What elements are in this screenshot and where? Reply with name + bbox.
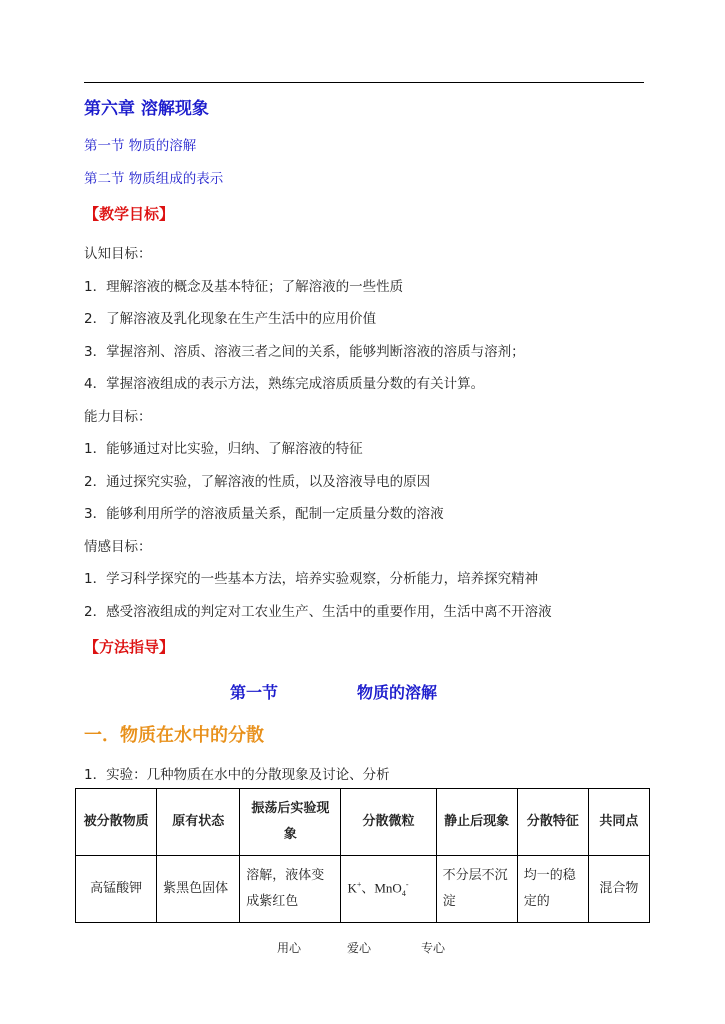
section-title-number: 第一节 xyxy=(230,683,279,702)
method-heading: 【方法指导】 xyxy=(84,638,175,656)
table-header-cell: 分散特征 xyxy=(517,789,588,856)
experiment-table xyxy=(75,788,650,923)
particle-k: K xyxy=(347,879,357,895)
cognitive-item: 3．掌握溶剂、溶质、溶液三者之间的关系，能够判断溶液的溶质与溶剂； xyxy=(84,344,525,360)
footer-text: 专心 xyxy=(421,941,446,955)
section1-link[interactable]: 第一节 物质的溶解 xyxy=(84,138,197,154)
teaching-goals-heading: 【教学目标】 xyxy=(84,205,175,223)
table-header-row xyxy=(76,789,650,856)
particle-mno: 、MnO xyxy=(361,879,402,895)
cognitive-item: 4．掌握溶液组成的表示方法，熟练完成溶质质量分数的有关计算。 xyxy=(84,376,485,392)
cognitive-item: 1．理解溶液的概念及基本特征；了解溶液的一些性质 xyxy=(84,279,404,295)
table-header-cell: 分散微粒 xyxy=(341,789,436,856)
ability-item: 2．通过探究实验，了解溶液的性质，以及溶液导电的原因 xyxy=(84,474,431,490)
ability-heading: 能力目标： xyxy=(84,409,152,425)
footer-text: 用心 xyxy=(277,941,302,955)
table-cell-after-still: 不分层不沉淀 xyxy=(436,856,517,923)
table-header-cell: 被分散物质 xyxy=(76,789,157,856)
ability-item: 1．能够通过对比实验，归纳、了解溶液的特征 xyxy=(84,441,363,457)
table-header-cell: 原有状态 xyxy=(157,789,240,856)
emotion-heading: 情感目标： xyxy=(84,539,152,555)
particle-k-sup: + xyxy=(356,879,362,889)
emotion-item: 1．学习科学探究的一些基本方法，培养实验观察，分析能力，培养探究精神 xyxy=(84,571,539,587)
part-heading: 一．物质在水中的分散 xyxy=(84,725,264,746)
section2-link[interactable]: 第二节 物质组成的表示 xyxy=(84,171,224,187)
table-cell-state: 紫黑色固体 xyxy=(157,856,240,923)
chapter-title: 第六章 溶解现象 xyxy=(84,99,209,119)
section-title-name: 物质的溶解 xyxy=(357,683,438,702)
experiment-line: 1．实验：几种物质在水中的分散现象及讨论、分析 xyxy=(84,767,390,783)
table-header-cell: 静止后现象 xyxy=(436,789,517,856)
table-cell-common: 混合物 xyxy=(588,856,649,923)
table-header-cell: 振荡后实验现象 xyxy=(240,789,341,856)
footer-text: 爱心 xyxy=(347,941,372,955)
cognitive-heading: 认知目标： xyxy=(84,246,152,262)
table-cell-feature: 均一的稳定的 xyxy=(517,856,588,923)
header-rule xyxy=(84,82,644,83)
table-header-cell: 共同点 xyxy=(588,789,649,856)
table-cell-phenomenon: 溶解，液体变成紫红色 xyxy=(240,856,341,923)
particle-mno-sub: 4 xyxy=(401,888,406,898)
table-cell-substance: 高锰酸钾 xyxy=(76,856,157,923)
table-cell-particle xyxy=(341,856,436,923)
ability-item: 3．能够利用所学的溶液质量关系，配制一定质量分数的溶液 xyxy=(84,506,444,522)
emotion-item: 2．感受溶液组成的判定对工农业生产、生活中的重要作用，生活中离不开溶液 xyxy=(84,604,552,620)
table-row xyxy=(76,856,650,923)
cognitive-item: 2．了解溶液及乳化现象在生产生活中的应用价值 xyxy=(84,311,377,327)
particle-mno-sup: - xyxy=(405,879,409,889)
